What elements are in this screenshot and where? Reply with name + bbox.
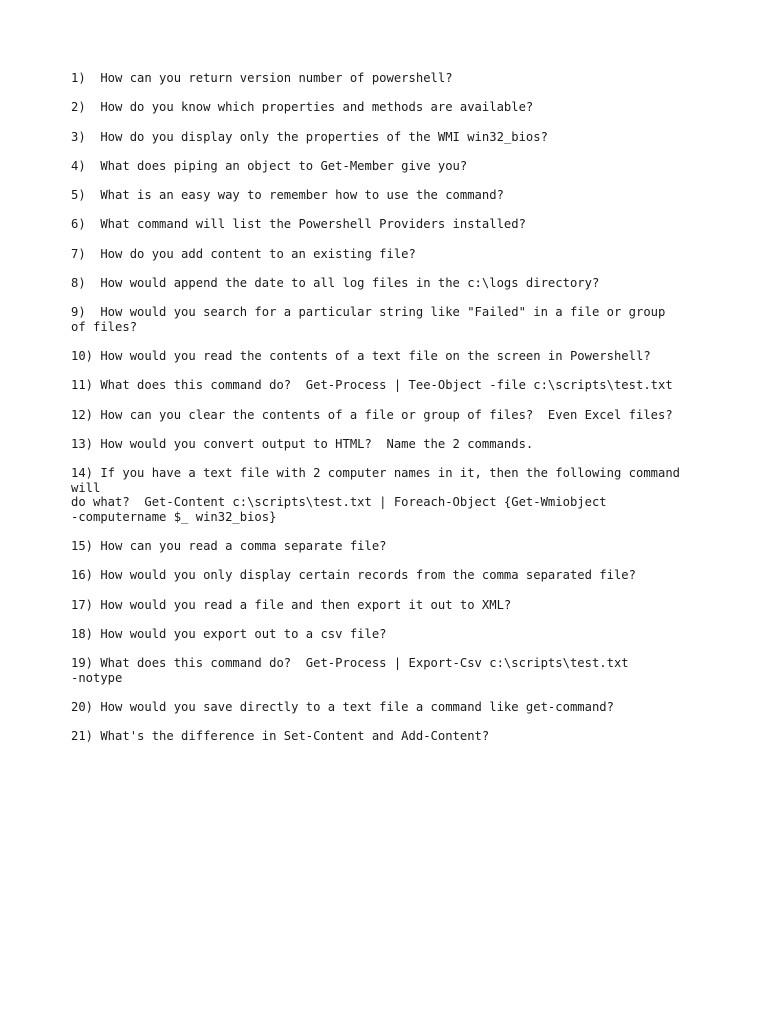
question-line: 6) What command will list the Powershell Providers installed? bbox=[71, 217, 526, 232]
question-line: 5) What is an easy way to remember how to use the command? bbox=[71, 188, 504, 203]
question-13 bbox=[71, 437, 711, 452]
question-7 bbox=[71, 247, 711, 262]
document-page bbox=[71, 71, 711, 759]
question-11 bbox=[71, 378, 711, 393]
question-line: 10) How would you read the contents of a text file on the screen in Powershell? bbox=[71, 349, 651, 364]
question-5 bbox=[71, 188, 711, 203]
question-line: 13) How would you convert output to HTML? Name the 2 commands. bbox=[71, 437, 534, 452]
question-line: 4) What does piping an object to Get-Member give you? bbox=[71, 158, 468, 173]
question-15 bbox=[71, 539, 711, 554]
question-line: 8) How would append the date to all log files in the c:\logs directory? bbox=[71, 276, 600, 291]
question-line: 15) How can you read a comma separate file? bbox=[71, 539, 387, 554]
question-line: 21) What's the difference in Set-Content and Add-Content? bbox=[71, 729, 490, 744]
question-line: -computername $_ win32_bios} bbox=[71, 509, 277, 524]
question-line: 7) How do you add content to an existing file? bbox=[71, 246, 416, 261]
question-line: of files? bbox=[71, 319, 138, 334]
question-14 bbox=[71, 466, 711, 524]
question-19 bbox=[71, 656, 711, 685]
question-2 bbox=[71, 100, 711, 115]
question-16 bbox=[71, 568, 711, 583]
question-line: 19) What does this command do? Get-Process | Export-Csv c:\scripts\test.txt bbox=[71, 656, 629, 671]
question-line: 16) How would you only display certain records from the comma separated file? bbox=[71, 568, 636, 583]
question-20 bbox=[71, 700, 711, 715]
question-8 bbox=[71, 276, 711, 291]
question-line: 11) What does this command do? Get-Process | Tee-Object -file c:\scripts\test.txt bbox=[71, 378, 673, 393]
question-line: 9) How would you search for a particular string like "Failed" in a file or group bbox=[71, 305, 666, 320]
question-line: -notype bbox=[71, 670, 123, 685]
question-line: 3) How do you display only the properties of the WMI win32_bios? bbox=[71, 129, 548, 144]
question-21 bbox=[71, 729, 711, 744]
question-10 bbox=[71, 349, 711, 364]
question-line: 20) How would you save directly to a text file a command like get-command? bbox=[71, 700, 614, 715]
question-4 bbox=[71, 159, 711, 174]
question-18 bbox=[71, 627, 711, 642]
question-line: 17) How would you read a file and then export it out to XML? bbox=[71, 597, 512, 612]
question-3 bbox=[71, 130, 711, 145]
question-line: 14) If you have a text file with 2 computer names in it, then the following command bbox=[71, 466, 681, 481]
question-17 bbox=[71, 598, 711, 613]
question-9 bbox=[71, 305, 711, 334]
question-line: 1) How can you return version number of powershell? bbox=[71, 71, 453, 85]
question-6 bbox=[71, 217, 711, 232]
question-line: do what? Get-Content c:\scripts\test.txt | Foreach-Object {Get-Wmiobject bbox=[71, 495, 607, 510]
question-line: 12) How can you clear the contents of a file or group of files? Even Excel files? bbox=[71, 407, 673, 422]
question-1 bbox=[71, 71, 711, 86]
question-12 bbox=[71, 408, 711, 423]
question-line: 18) How would you export out to a csv file? bbox=[71, 627, 387, 642]
question-line: 2) How do you know which properties and methods are available? bbox=[71, 100, 534, 115]
question-line: will bbox=[71, 480, 101, 495]
